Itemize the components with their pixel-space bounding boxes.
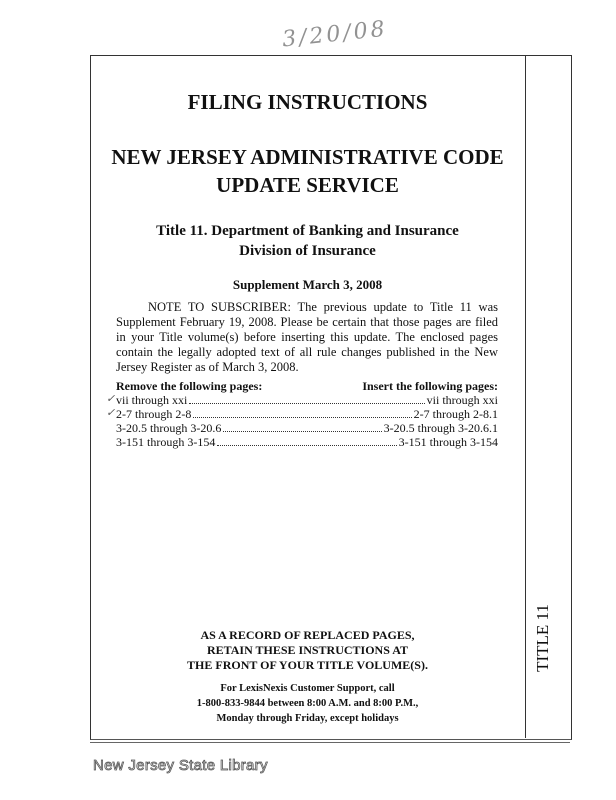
department-heading [90,221,525,261]
pages-table [116,393,498,449]
check-mark-icon: ✓ [106,407,116,419]
remove-pages-cell: 2-7 through 2-8 [116,407,192,421]
code-title-line-2: UPDATE SERVICE [216,173,399,197]
insert-pages-header: Insert the following pages: [362,379,498,393]
table-row [116,421,498,435]
remove-pages-header: Remove the following pages: [116,379,263,393]
department-line-2: Division of Insurance [239,243,376,259]
record-notice-line-2: RETAIN THESE INSTRUCTIONS AT [206,643,409,657]
table-row [116,435,498,449]
record-notice [90,628,525,673]
code-title [90,143,525,199]
remove-pages-cell: vii through xxi [116,393,188,407]
supplement-date: Supplement March 3, 2008 [232,277,383,292]
support-line-1: For LexisNexis Customer Support, call [220,683,395,694]
insert-pages-cell: 2-7 through 2-8.1 [413,407,498,421]
table-row [116,407,498,421]
table-row [116,393,498,407]
handwritten-date-note: 3/20/08 [280,16,389,53]
spine-title-label: TITLE 11 [533,604,552,672]
spine-divider [525,55,526,738]
dot-leader [189,394,424,404]
record-notice-line-3: THE FRONT OF YOUR TITLE VOLUME(S). [187,658,428,672]
code-title-line-1: NEW JERSEY ADMINISTRATIVE CODE [111,145,504,169]
remove-pages-cell: 3-151 through 3-154 [116,435,216,449]
subscriber-note: NOTE TO SUBSCRIBER: The previous update to Title 11 was Supplement February 19, 2008. Please be certain that those pages are filed in your Title volume(s) before inserting this update. The enclosed pages contain the legally adopted text of all rule changes published in the New Jersey Register as of March 3, 2008. [116,300,498,374]
support-line-3: Monday through Friday, except holidays [216,713,399,724]
library-stamp: New Jersey State Library [93,757,268,774]
bottom-rule [90,742,570,743]
pages-table-header [116,379,498,394]
page-title: FILING INSTRUCTIONS [187,90,428,114]
dot-leader [193,408,411,418]
customer-support-info [90,681,525,726]
record-notice-line-1: AS A RECORD OF REPLACED PAGES, [200,628,415,642]
support-line-2: 1-800-833-9844 between 8:00 A.M. and 8:00 P.M., [196,698,419,709]
department-line-1: Title 11. Department of Banking and Insurance [156,223,459,239]
dot-leader [217,436,396,446]
insert-pages-cell: 3-151 through 3-154 [398,435,498,449]
insert-pages-cell: vii through xxi [426,393,498,407]
dot-leader [223,422,381,432]
insert-pages-cell: 3-20.5 through 3-20.6.1 [383,421,498,435]
check-mark-icon: ✓ [106,393,116,405]
remove-pages-cell: 3-20.5 through 3-20.6 [116,421,222,435]
